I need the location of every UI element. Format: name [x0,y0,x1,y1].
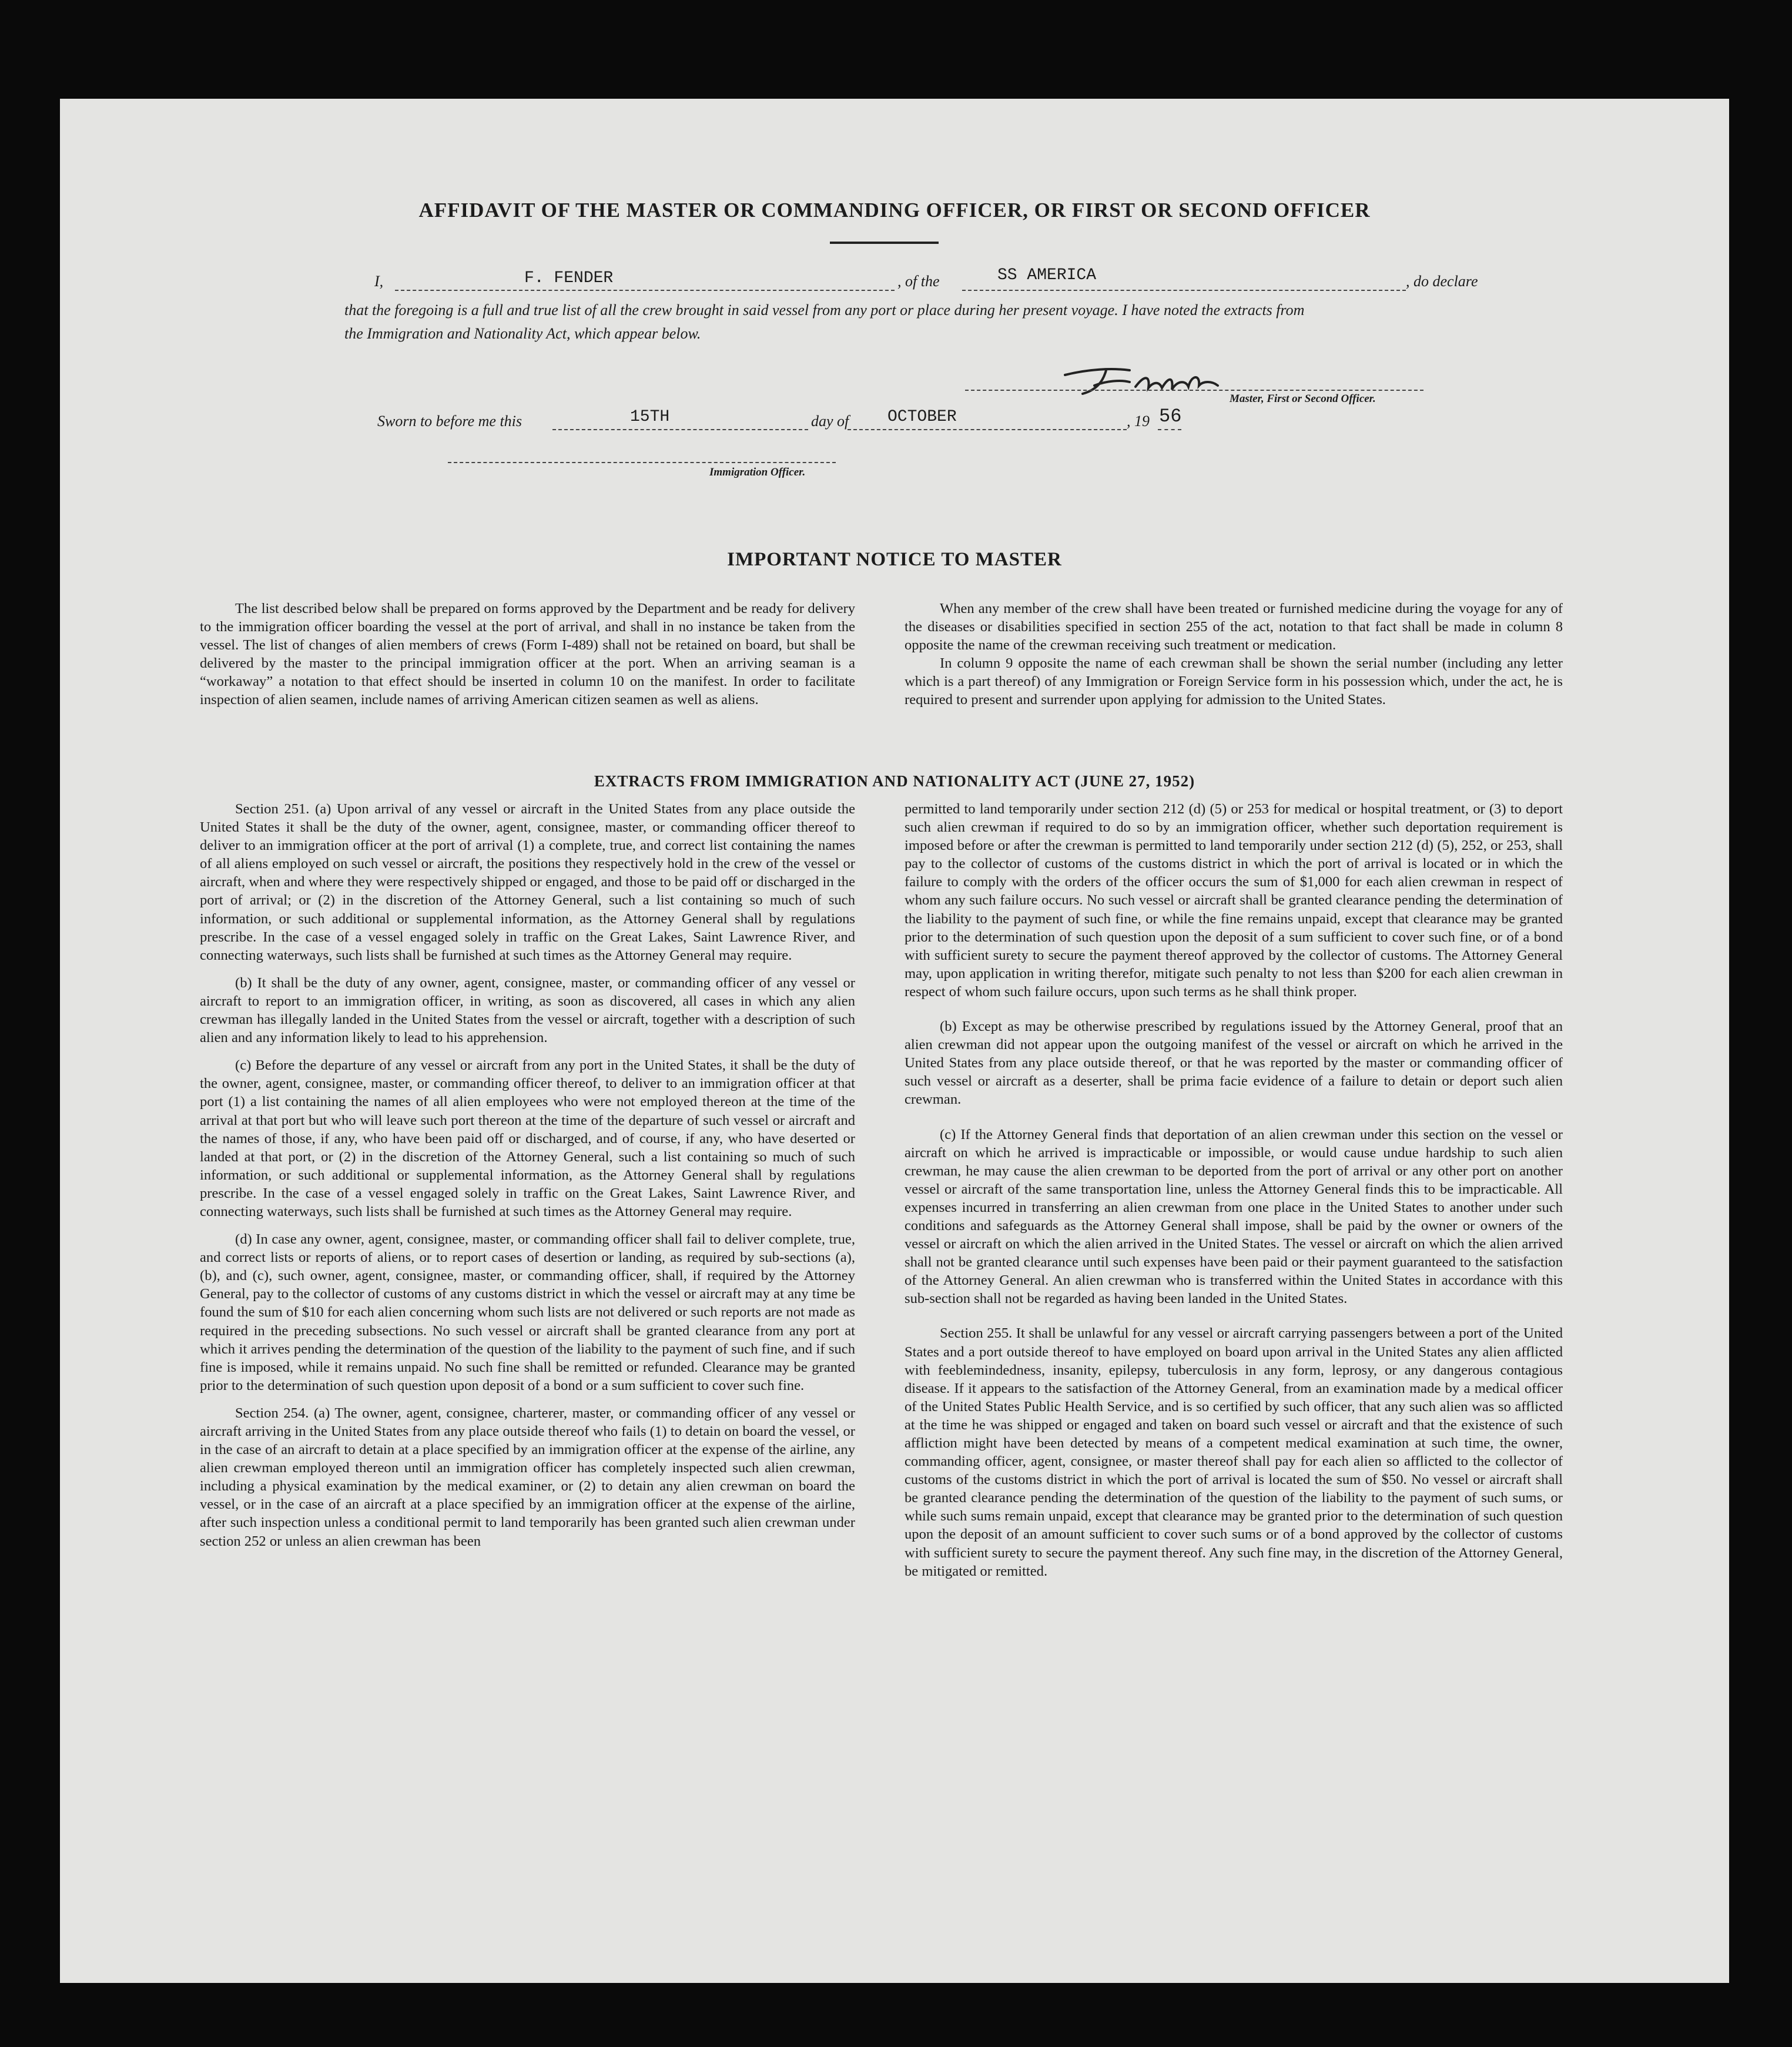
notice-left-paragraph: The list described below shall be prepared on forms approved by the Department and be ready for delivery to the immigration officer boarding the vessel at the port of arrival, and shall in no instance be taken from the vessel. The list of changes of alien members of crews (Form I-489) shall not be retained on board, but shall be delivered by the master to the principal immigration officer at the port. When an arriving seaman is a “workaway” a notation to that effect should be inserted in column 10 on the manifest. In order to facilitate inspection of alien seamen, include names of arriving American citizen seamen as well as aliens. [200,601,855,708]
extracts-left-column [200,800,855,1550]
notice-right-paragraph-1: When any member of the crew shall have been treated or furnished medicine during the voyage for any of the diseases or disabilities specified in section 255 of the act, notation to that fact shall be made in column 8 opposite the name of the crewman receiving such treatment or medication. [905,601,1563,654]
section-251-d: (d) In case any owner, agent, consignee, master, or commanding officer shall fail to deliver complete, true, and correct lists or reports of aliens, or to report cases of desertion or landing, as required by sub-sections (a), (b), and (c), such owner, agent, consignee, master, or commanding officer, shall, if required by the Attorney General, pay to the collector of customs of any customs district in which the vessel or aircraft may at any time be found the sum of $10 for each alien concerning whom such lists are not delivered or such reports are not made as required in the preceding subsections. No such vessel or aircraft shall be granted clearance from any port at which it arrives pending the determination of the question of the liability to the payment of such fine, and if such fine is imposed, while it remains unpaid. No such fine shall be remitted or refunded. Clearance may be granted prior to the determination of such question upon deposit of a bond or a sum sufficient to cover such fine. [200,1231,855,1393]
sworn-month-line [848,429,1127,430]
section-254-a-continued: permitted to land temporarily under section 212 (d) (5) or 253 for medical or hospital treatment, or (3) to deport such alien crewman if required to do so by an immigration officer, whether such deportation requirement is imposed before or after the crewman is permitted to land temporarily under section 212 (d) (5), 252, or 253, shall pay to the collector of customs of the customs district in which the port of arrival is located or in which the failure to comply with the orders of the officer occurs the sum of $1,000 for each alien crewman in respect of whom any such failure occurs. No such vessel or aircraft shall be granted clearance pending the determination of the liability to the payment of such fine, or while the fine remains unpaid, except that clearance may be granted prior to the determination of such question upon the deposit of a sum sufficient to cover such fine, or of a bond with sufficient surety to secure the payment thereof approved by the collector of customs. The Attorney General may, upon application in writing therefor, mitigate such penalty to not less than $200 for each alien crewman in respect of whom such failure occurs, upon such terms as he shall think proper. [905,801,1563,1000]
i-label: I, [374,273,384,290]
notice-right-paragraph-2: In column 9 opposite the name of each crewman shall be shown the serial number (including any letter which is a part thereof) of any Immigration or Foreign Service form in his possession which, under the act, he is required to present and surrender upon applying for admission to the United States. [905,655,1563,708]
section-254-b: (b) Except as may be otherwise prescribed by regulations issued by the Attorney General, proof that an alien crewman did not appear upon the outgoing manifest of the vessel or aircraft on which he arrived in the United States from any place outside thereof, or that he was reported by the master or commanding officer of such vessel or aircraft as a deserter, shall be prima facie evidence of a failure to detain or deport such alien crewman. [905,1019,1563,1108]
document-sheet [60,99,1729,1983]
sworn-year-line [1158,429,1181,430]
master-caption: Master, First or Second Officer. [1230,393,1376,405]
section-255: Section 255. It shall be unlawful for any vessel or aircraft carrying passengers between a port of the United States and a port outside thereof to have employed on board upon arrival in the United States any alien afflicted with feeblemindedness, insanity, epilepsy, tuberculosis in any form, leprosy, or any dangerous contagious disease. If it appears to the satisfaction of the Attorney General, from an examination made by a medical officer of the United States Public Health Service, and is so certified by such officer, that any such alien was so afflicted at the time he was shipped or engaged and taken on board such vessel or aircraft and that the existence of such affliction might have been detected by means of a competent medical examination at such time, the owner, commanding officer, agent, consignee, or master thereof shall pay for each alien so afflicted to the collector of customs of the customs district in which the port of arrival is located the sum of $50. No vessel or aircraft shall be granted clearance pending the determination of the question of the liability to the payment of such sums, or while such sums remain unpaid, except that clearance may be granted prior to the determination of such question upon the deposit of an amount sufficient to cover such sums or of a bond approved by the collector of customs with sufficient surety to secure the payment thereof. Any such fine may, in the discretion of the Attorney General, be mitigated or remitted. [905,1325,1563,1579]
sworn-label: Sworn to before me this [377,413,522,430]
sworn-month: OCTOBER [887,408,957,426]
of-the-label: , of the [897,273,940,290]
sworn-day: 15TH [630,408,670,426]
notice-title: IMPORTANT NOTICE TO MASTER [727,549,1062,570]
section-254-c: (c) If the Attorney General finds that deportation of an alien crewman under this section on the vessel or aircraft on which he arrived is impracticable or impossible, or would cause undue hardship to such alien crewman, he may cause the alien crewman to be deported from the port of arrival or any other port on another vessel or aircraft of the same transportation line, unless the Attorney General finds this to be impracticable. All expenses incurred in transferring an alien crewman from one place in the United States to another under such conditions and safeguards as the Attorney General shall impose, shall be paid by the owner or owners of the vessel or aircraft on which the alien arrived in the United States. The vessel or aircraft on which the alien arrived shall not be granted clearance until such expenses have been paid or their payment guaranteed to the satisfaction of the Attorney General. An alien crewman who is transferred within the United States in accordance with this sub-section shall not be regarded as having been landed in the United States. [905,1126,1563,1307]
immigration-officer-caption: Immigration Officer. [709,466,806,478]
year-prefix: , 19 [1127,413,1150,430]
vessel-name: SS AMERICA [997,266,1097,284]
master-signature-line [965,390,1423,391]
officer-name-line [395,290,895,291]
affidavit-title: AFFIDAVIT OF THE MASTER OR COMMANDING OFFICER, OR FIRST OR SECOND OFFICER [418,199,1371,222]
section-251-b: (b) It shall be the duty of any owner, agent, consignee, master, or commanding officer of any vessel or aircraft to report to an immigration officer, in writing, as soon as discovered, all cases in which any alien crewman has illegally landed in the United States from the vessel or aircraft, together with a description of such alien and any information likely to lead to his apprehension. [200,974,855,1046]
immigration-officer-signature-line [448,462,836,463]
day-of-label: day of [811,413,849,430]
sworn-day-line [552,429,808,430]
title-underline [830,242,939,244]
notice-right-column [905,599,1563,709]
notice-left-column [200,599,855,709]
extracts-right-column [905,800,1563,1580]
extracts-title: EXTRACTS FROM IMMIGRATION AND NATIONALITY ACT (JUNE 27, 1952) [594,772,1195,790]
declaration-line-3: the Immigration and Nationality Act, which appear below. [344,325,701,342]
officer-name: F. FENDER [524,269,614,287]
vessel-name-line [962,290,1406,291]
declaration-line-2: that the foregoing is a full and true list of all the crew brought in said vessel from any port or place during her present voyage. I have noted the extracts from [344,301,1305,319]
declare-label: , do declare [1406,273,1478,290]
sworn-year: 56 [1159,406,1182,427]
section-254-a: Section 254. (a) The owner, agent, consignee, charterer, master, or commanding officer of any vessel or aircraft arriving in the United States from any place outside thereof who fails (1) to detain on board the vessel, or in the case of an aircraft to detain at a place specified by an immigration officer at the expense of the airline, any alien crewman employed thereon until an immigration officer has completely inspected such alien crewman, including a physical examination by the medical examiner, or (2) to detain any alien crewman on board the vessel, or in the case of an aircraft at a place specified by an immigration officer at the expense of the airline, after such inspection unless a conditional permit to land temporarily has been granted such alien crewman under section 252 or unless an alien crewman has been [200,1405,855,1549]
section-251-c: (c) Before the departure of any vessel or aircraft from any port in the United States, it shall be the duty of the owner, agent, consignee, master, or commanding officer thereof, to deliver to an immigration officer at that port (1) a list containing the names of all alien employees who were not employed thereon at the time of the arrival at that port but who will leave such port thereon at the time of the departure of such vessel or aircraft and the names of those, if any, who have been paid off or discharged, and of course, if any, who have deserted or landed at that port, or (2) in the discretion of the Attorney General, such a list containing so much of such information, or such additional or supplemental information, as the Attorney General shall by regulations prescribe. In the case of a vessel engaged solely in traffic on the Great Lakes, Saint Lawrence River, and connecting waterways, such lists shall be furnished at such times as the Attorney General may require. [200,1057,855,1220]
section-251-a: Section 251. (a) Upon arrival of any vessel or aircraft in the United States from any place outside the United States it shall be the duty of the owner, agent, consignee, master, or commanding officer thereof to deliver to an immigration officer at the port of arrival (1) a complete, true, and correct list containing the names of all aliens employed on such vessel or aircraft, the positions they respectively hold in the crew of the vessel or aircraft, when and where they were respectively shipped or engaged, and those to be paid off or discharged in the port of arrival; or (2) in the discretion of the Attorney General, such a list containing so much of such information, or such additional or supplemental information, as the Attorney General shall by regulations prescribe. In the case of a vessel engaged solely in traffic on the Great Lakes, Saint Lawrence River, and connecting waterways, such lists shall be furnished at such times as the Attorney General may require. [200,801,855,963]
